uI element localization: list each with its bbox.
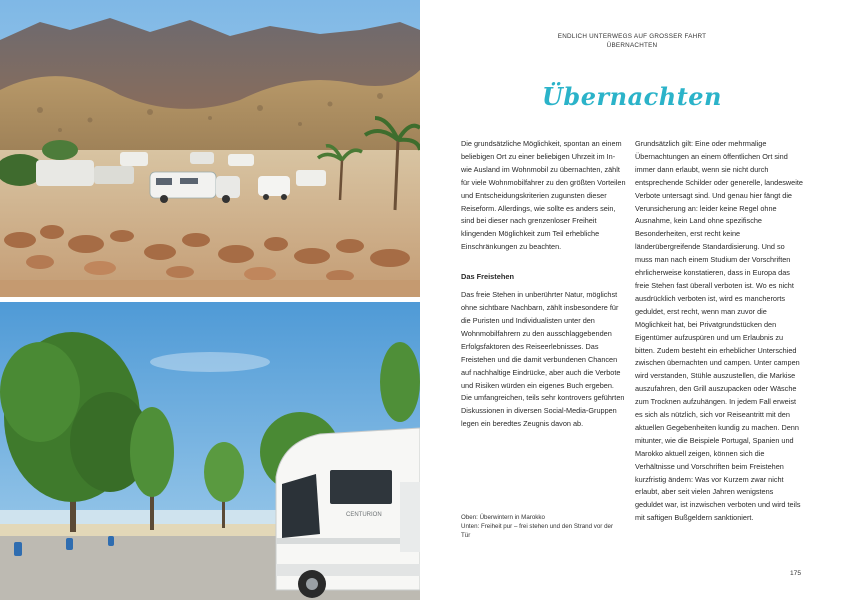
text-column-left [461, 138, 626, 431]
running-head-line1: ENDLICH UNTERWEGS AUF GROSSER FAHRT [557, 33, 707, 40]
running-head [421, 32, 843, 50]
running-head-line2: ÜBERNACHTEN [606, 42, 658, 49]
text-column-right [635, 138, 803, 525]
photo-caption [461, 513, 621, 540]
body-paragraph: Grundsätzlich gilt: Eine oder mehrmalige Übernachtungen an einem öffentlichen Ort sind immer dann erlaubt, wenn sie nicht durch entsprechende Schilder oder generelle, landesweite Verbote untersagt sind. Und genau hier fängt die Verunsicherung an: leider keine Regel ohne Ausnahme, kein Land ohne spezifische Besonderheiten, erst recht keine länderübergreifende Standardisierung. Und so muss man nach einem Studium der Vorschriften ehrlicherweise konstatieren, dass in Europa das freie Stehen fast überall verboten ist. Wo es nicht ausdrücklich verboten ist, wird es mancherorts geduldet, erst recht, wenn man zuvor die Möglichkeit hat, bei Privatgrundstücken den Eigentümer aufzuspüren und um Erlaubnis zu bitten. Zudem besteht ein erheblicher Unterschied zwischen übernachten und campen. Unter campen wird verstanden, Stühle auszustellen, die Markise auszufahren, den Grill auszupacken oder Wäsche zum Trocknen aufzuhängen. In jedem Fall erweist es sich als nützlich, sich vor Reiseantritt mit den aktuellen Gegebenheiten kundig zu machen. Denn mitunter, wie die Beispiele Portugal, Spanien und Marokko aktuell zeigen, können sich die Verhältnisse und Vorschriften beim Freistehen kurzfristig ändern: Was vor Kurzem zwar nicht erlaubt, aber seit vielen Jahren wenigstens geduldet war, ist inzwischen verboten und wird teils mit saftigen Bußgeldern sanktioniert. [635, 139, 803, 523]
caption-top: Oben: Überwintern in Marokko [461, 514, 545, 521]
intro-paragraph: Die grundsätzliche Möglichkeit, spontan an einem beliebigen Ort zu einer beliebigen Uhrzeit im In- wie Ausland im Wohnmobil zu übernachten, zählt für viele Wohnmobilfahrer zu den größten Vorteilen und Entscheidungskriterien zugunsten dieser Reiseform. Allerdings, wie sollte es anders sein, sind bei dieser nach grenzenloser Freiheit klingenden Möglichkeit zum Teil erhebliche Einschränkungen zu beachten. [461, 139, 626, 252]
vehicle-lettering: CENTURION [346, 512, 382, 518]
photo-campground-morocco [0, 0, 420, 297]
left-page [0, 0, 420, 600]
right-page [421, 0, 843, 600]
foreground-sand [0, 280, 420, 297]
photo-free-standing-beach [0, 302, 420, 600]
section-heading: Das Freistehen [461, 272, 514, 282]
section-paragraph: Das freie Stehen in unberührter Natur, möglichst ohne sichtbare Nachbarn, zählt insbesondere für die Puristen und Individualisten unter den Wohnmobilfahrern zu den ausschlaggebenden Erfolgsfaktoren des Reiseerlebnisses. Das Freistehen und die damit verbundenen Chancen auf nachhaltige Eindrücke, aber auch die Verbote und Risiken würden ein eigenes Buch ergeben. Die umfangreichen, teils sehr kontrovers geführten Diskussionen in diversen Social-Media-Gruppen legen ein beredtes Zeugnis davon ab. [461, 290, 625, 429]
campground-illustration [0, 0, 420, 297]
cloud [150, 352, 270, 372]
beach-motorhome-illustration [0, 302, 420, 600]
chapter-title: Übernachten [542, 82, 722, 111]
motorhome [276, 428, 420, 598]
page-number: 175 [789, 570, 801, 577]
caption-bottom: Unten: Freiheit pur – frei stehen und den Strand vor der Tür [461, 523, 614, 539]
